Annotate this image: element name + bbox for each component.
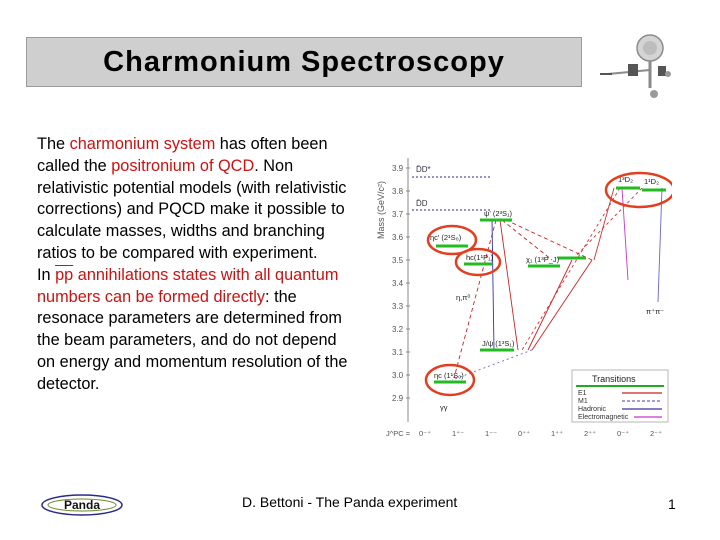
x-tick-label: 0⁺⁺ xyxy=(518,429,531,438)
slide-title: Charmonium Spectroscopy xyxy=(103,45,505,78)
svg-text:γγ: γγ xyxy=(440,403,448,412)
charmonium-level-diagram xyxy=(372,150,672,440)
panda-footer-logo-text: Panda xyxy=(63,498,101,512)
x-tick-label: J^PC = xyxy=(386,429,411,438)
legend-title: Transitions xyxy=(592,374,636,384)
y-tick-label: 3.9 xyxy=(392,164,404,173)
svg-text:E1: E1 xyxy=(578,390,587,397)
svg-text:Electromagnetic: Electromagnetic xyxy=(578,414,629,421)
dd-label: D̄D xyxy=(416,199,428,208)
svg-text:J/ψ (1³S₁): J/ψ (1³S₁) xyxy=(482,339,515,348)
ddbar-label: D̄D* xyxy=(416,165,431,174)
svg-text:1¹D₂: 1¹D₂ xyxy=(644,177,659,186)
x-tick-label: 2⁺⁺ xyxy=(584,429,597,438)
y-tick-label: 3.8 xyxy=(392,187,404,196)
x-tick-label: 0⁻⁺ xyxy=(617,429,630,438)
y-tick-label: 2.9 xyxy=(392,394,404,403)
body-paragraph: The charmonium system has often been called the positronium of QCD. Non relativistic potential models (with relativistic corrections) and PQCD make it possible to calculate masses, widths and branching ratios to be compared with experiment. In $\overline{pp}$ annihilations states with all quantum numbers can be formed directly: the resonace parameters are determined from the beam parameters, and do not depend on energy and momentum resolution of the detector. xyxy=(37,135,348,393)
title-banner xyxy=(26,37,582,87)
y-tick-label: 3.4 xyxy=(392,279,404,288)
y-tick-label: 3.2 xyxy=(392,325,404,334)
svg-text:ψ' (2³S₁): ψ' (2³S₁) xyxy=(484,209,513,218)
y-tick-label: 3.3 xyxy=(392,302,404,311)
page-number: 1 xyxy=(668,496,676,512)
y-tick-label: 3.0 xyxy=(392,371,404,380)
x-tick-label: 1⁻⁻ xyxy=(485,429,498,438)
y-tick-label: 3.5 xyxy=(392,256,404,265)
svg-text:ηc (1¹S₀): ηc (1¹S₀) xyxy=(434,371,464,380)
svg-text:hc(1¹P₁): hc(1¹P₁) xyxy=(466,253,494,262)
svg-text:π⁺π⁻: π⁺π⁻ xyxy=(646,307,665,316)
svg-text:ηc' (2¹S₀): ηc' (2¹S₀) xyxy=(430,233,462,242)
svg-text:1³D₂: 1³D₂ xyxy=(618,175,633,184)
x-tick-label: 2⁻⁺ xyxy=(650,429,663,438)
y-tick-label: 3.6 xyxy=(392,233,404,242)
svg-text:M1: M1 xyxy=(578,398,588,405)
svg-text:η,π⁰: η,π⁰ xyxy=(456,293,471,302)
y-tick-label: 3.7 xyxy=(392,210,404,219)
footer-credit: D. Bettoni - The Panda experiment xyxy=(242,494,458,510)
panda-footer-logo xyxy=(40,492,124,518)
panda-mascot-logo xyxy=(598,30,688,102)
svg-text:Hadronic: Hadronic xyxy=(578,406,607,413)
y-axis-label: Mass (GeV/c²) xyxy=(376,180,386,240)
transitions-legend xyxy=(572,370,668,422)
x-tick-label: 1⁺⁺ xyxy=(551,429,564,438)
x-tick-label: 1⁺⁻ xyxy=(452,429,465,438)
svg-text:χ₁ (1³P_J): χ₁ (1³P_J) xyxy=(526,255,560,264)
x-ticks xyxy=(386,429,662,438)
y-tick-label: 3.1 xyxy=(392,348,404,357)
x-tick-label: 0⁻⁺ xyxy=(419,429,432,438)
